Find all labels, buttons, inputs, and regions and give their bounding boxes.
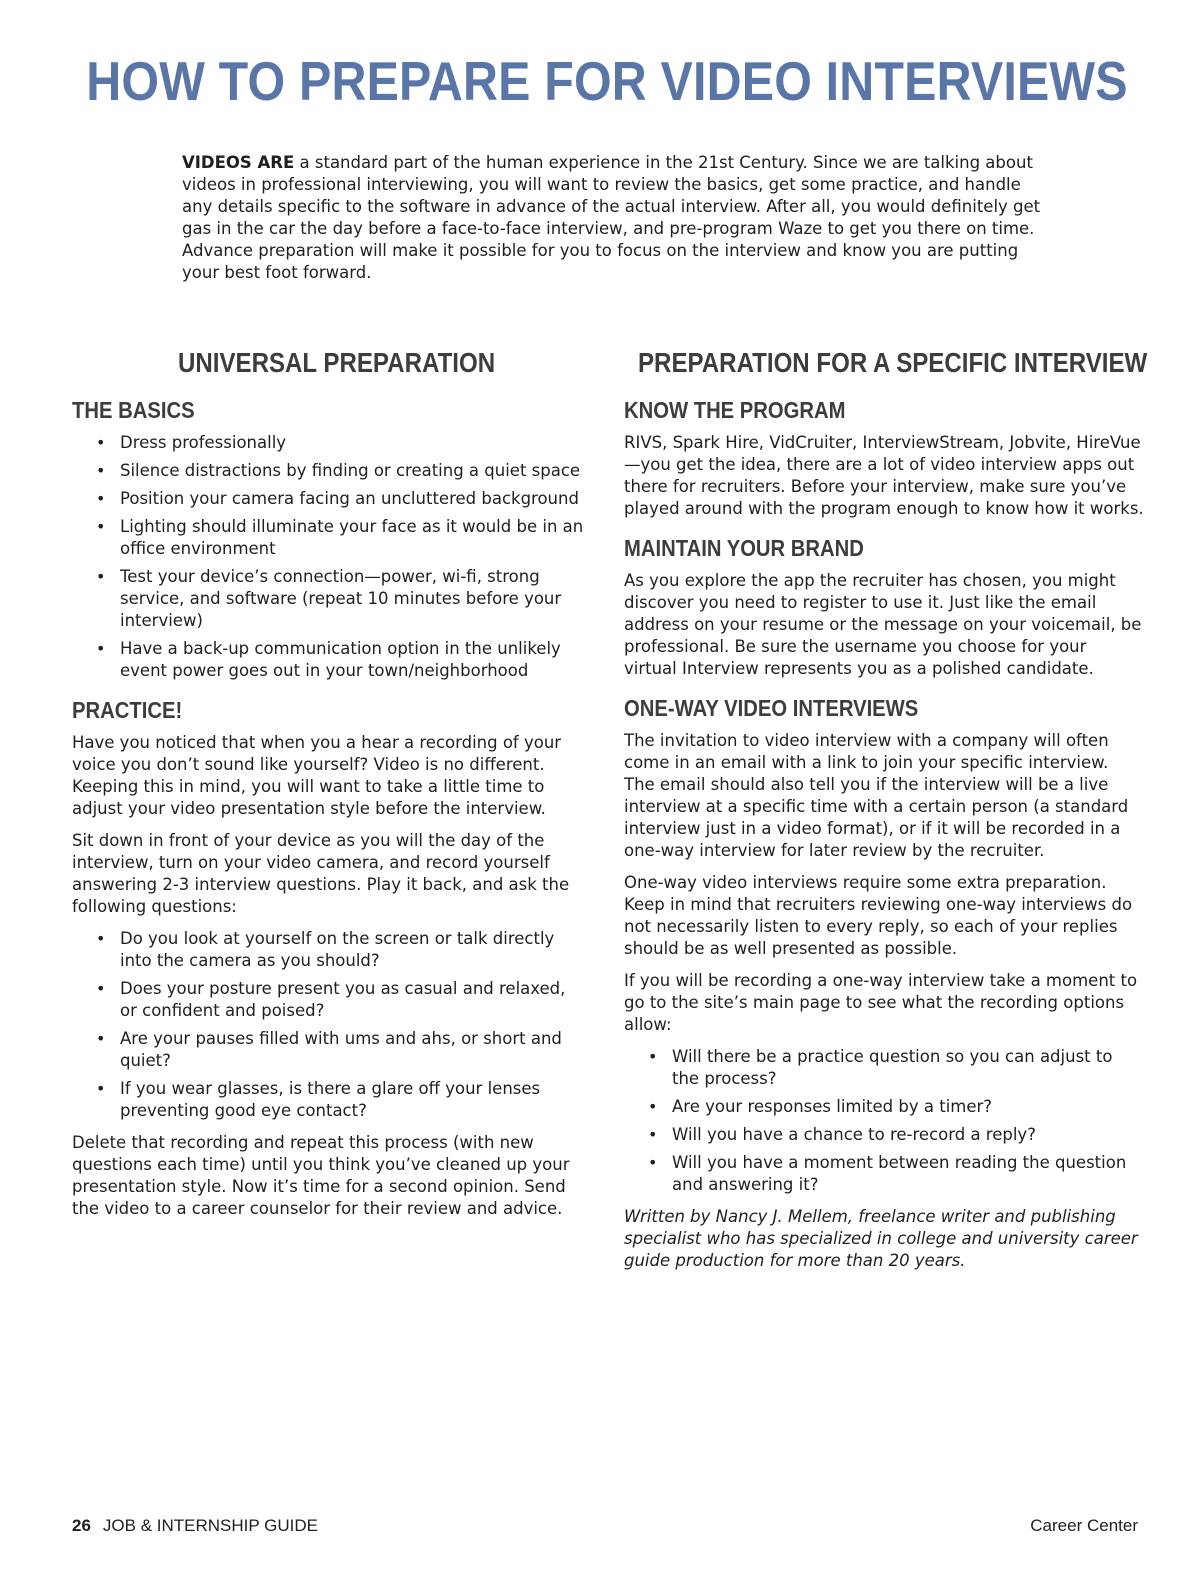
right-column: [624, 344, 1148, 1272]
one-way-paragraph-3: If you will be recording a one-way interview take a moment to go to the site’s main page to see what the recording options allow:: [624, 971, 1138, 1034]
guide-name: JOB & INTERNSHIP GUIDE: [102, 1516, 318, 1535]
bullet-icon: •: [96, 517, 106, 536]
bullet-icon: •: [96, 461, 106, 480]
practice-heading: PRACTICE!: [72, 697, 183, 723]
universal-preparation-heading: UNIVERSAL PREPARATION: [178, 347, 496, 378]
list-item: • Position your camera facing an uncluttered background: [96, 489, 579, 508]
practice-paragraph-2: Sit down in front of your device as you will the day of the interview, turn on your video camera, and record yourself answering 2-3 interview questions. Play it back, and ask the following questions:: [72, 831, 570, 916]
bullet-icon: •: [96, 979, 106, 998]
list-item: • Will you have a chance to re-record a reply?: [648, 1125, 1036, 1144]
list-item: • Silence distractions by finding or creating a quiet space: [96, 461, 581, 480]
one-way-paragraph-1: The invitation to video interview with a company will often come in an email with a link to join your specific interview. The email should also tell you if the interview will be a live interview at a specific time with a certain person (a standard interview just in a video format), or if it will be recorded in a one-way interview for later review by the recruiter.: [624, 731, 1129, 860]
maintain-your-brand-heading: MAINTAIN YOUR BRAND: [624, 535, 864, 561]
bullet-icon: •: [96, 489, 106, 508]
list-item: • Will there be a practice question so you can adjust to the process?: [648, 1047, 1113, 1088]
bullet-icon: •: [648, 1153, 658, 1172]
bullet-icon: •: [648, 1047, 658, 1066]
practice-questions-list: [72, 928, 584, 1122]
list-item: • Lighting should illuminate your face as it would be in an office environment: [96, 517, 584, 558]
one-way-paragraph-2: One-way video interviews require some extra preparation. Keep in mind that recruiters reviewing one-way interviews do not necessarily listen to every reply, so each of your replies should be as well presented as possible.: [624, 873, 1133, 958]
intro-lead: VIDEOS ARE: [182, 153, 295, 172]
bullet-icon: •: [96, 639, 106, 658]
list-item: • Test your device’s connection—power, wi-fi, strong service, and software (repeat 10 minutes before your interview): [96, 567, 562, 630]
bullet-icon: •: [96, 929, 106, 948]
list-item: • Does your posture present you as casual and relaxed, or confident and poised?: [96, 979, 566, 1020]
footer-left: [72, 1514, 318, 1538]
brand-paragraph: As you explore the app the recruiter has chosen, you might discover you need to register to use it. Just like the email address on your resume or the message on your voicemail, be professional. Be sure the username you choose for your virtual Interview represents you as a polished candidate.: [624, 571, 1142, 678]
list-item: • Are your pauses filled with ums and ahs, or short and quiet?: [96, 1029, 562, 1070]
author-credit: Written by Nancy J. Mellem, freelance writer and publishing specialist who has specialized in college and university career guide production for more than 20 years.: [624, 1207, 1138, 1270]
practice-paragraph-1: Have you noticed that when you a hear a recording of your voice you don’t sound like yourself? Video is no different. Keeping this in mind, you will want to take a little time to adjust your video presentation style before the interview.: [72, 733, 562, 818]
bullet-icon: •: [96, 1079, 106, 1098]
list-item: • Dress professionally: [96, 433, 287, 452]
program-paragraph: RIVS, Spark Hire, VidCruiter, InterviewStream, Jobvite, HireVue—you get the idea, there are a lot of video interview apps out there for recruiters. Before your interview, make sure you’ve played around with the program enough to know how it works.: [624, 433, 1144, 518]
list-item: • Have a back-up communication option in the unlikely event power goes out in your town/neighborhood: [96, 639, 561, 680]
list-item: • Are your responses limited by a timer?: [648, 1097, 993, 1116]
footer-right: Career Center: [1030, 1516, 1138, 1535]
specific-interview-heading: PREPARATION FOR A SPECIFIC INTERVIEW: [638, 347, 1148, 378]
list-item: • Will you have a moment between reading the question and answering it?: [648, 1153, 1127, 1194]
bullet-icon: •: [648, 1097, 658, 1116]
one-way-heading: ONE-WAY VIDEO INTERVIEWS: [624, 695, 919, 721]
the-basics-heading: THE BASICS: [72, 397, 195, 423]
list-item: • If you wear glasses, is there a glare off your lenses preventing good eye contact?: [96, 1079, 541, 1120]
basics-list: [72, 432, 584, 682]
bullet-icon: •: [96, 433, 106, 452]
bullet-icon: •: [96, 567, 106, 586]
left-column: [72, 344, 584, 1230]
intro-paragraph: [182, 152, 1042, 284]
bullet-icon: •: [96, 1029, 106, 1048]
know-the-program-heading: KNOW THE PROGRAM: [624, 397, 846, 423]
page-number: 26: [72, 1516, 91, 1535]
recording-options-list: [624, 1046, 1144, 1196]
page-title: HOW TO PREPARE FOR VIDEO INTERVIEWS: [86, 50, 1128, 112]
list-item: • Do you look at yourself on the screen or talk directly into the camera as you should?: [96, 929, 555, 970]
bullet-icon: •: [648, 1125, 658, 1144]
intro-text: a standard part of the human experience in the 21st Century. Since we are talking about videos in professional interviewing, you will want to review the basics, get some practice, and handle any details specific to the software in advance of the actual interview. After all, you would definitely get gas in the car the day before a face-to-face interview, and pre-program Waze to get you there on time. Advance preparation will make it possible for you to focus on the interview and know you are putting your best foot forward.: [182, 153, 1041, 282]
practice-paragraph-3: Delete that recording and repeat this process (with new questions each time) until you think you’ve cleaned up your presentation style. Now it’s time for a second opinion. Send the video to a career counselor for their review and advice.: [72, 1133, 570, 1218]
